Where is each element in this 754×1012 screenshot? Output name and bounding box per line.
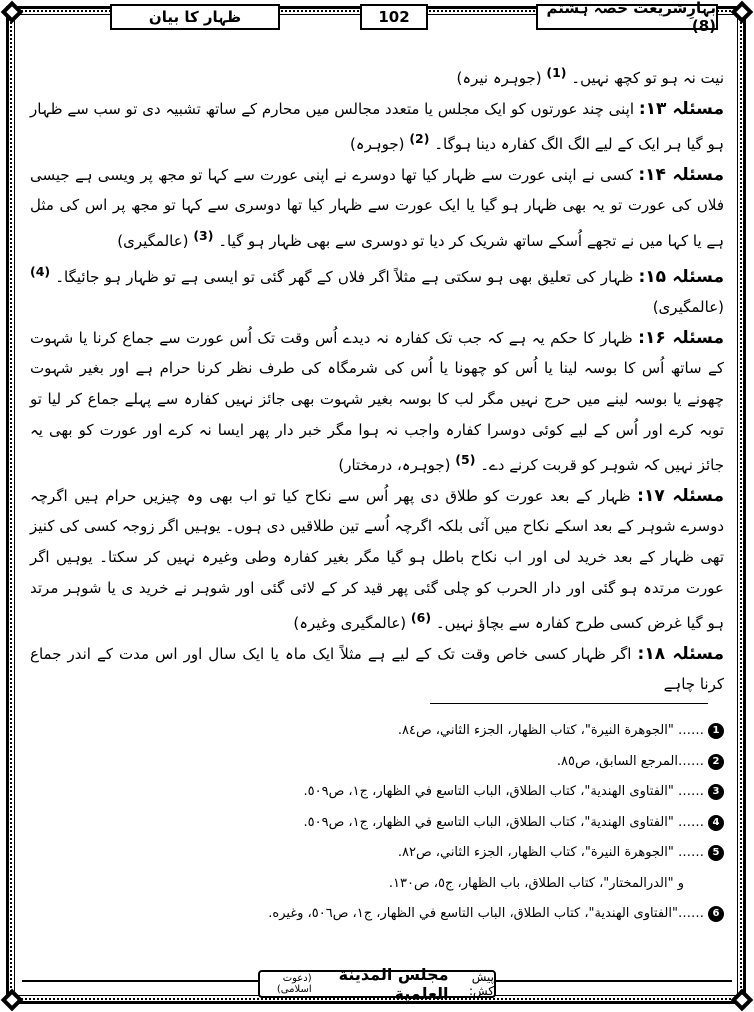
footnote-number-badge: 6 <box>708 906 724 922</box>
footnote-number-badge: 2 <box>708 754 724 770</box>
page-number: 102 <box>378 8 410 26</box>
paragraph <box>30 94 724 160</box>
source-citation: (عالمگیری) <box>117 231 189 250</box>
paragraph <box>30 481 724 639</box>
footnote-number-badge: 5 <box>708 845 724 861</box>
paragraph-text: اپنی چند عورتوں کو ایک مجلس یا متعدد مجالس میں محارم کے ساتھ تشبیہ دی تو سب سے ظہار ہو گیا ہر ایک کے لیے الگ الگ کفارہ دینا ہوگا۔ <box>30 99 724 154</box>
footnote-ref: (5) <box>455 452 476 468</box>
footnote-ref: (3) <box>193 227 214 243</box>
paragraph <box>30 323 724 481</box>
page-header <box>22 0 732 35</box>
footnote-divider <box>430 703 708 704</box>
masala-label: مسئلہ ۱۳: <box>638 98 725 119</box>
source-citation: (جوہرہ نیرہ) <box>456 69 542 87</box>
source-citation: (عالمگیری وغیرہ) <box>293 614 407 633</box>
publisher-sub: (دعوت اسلامی) <box>276 973 312 995</box>
paragraph-text: نیت نہ ہو تو کچھ نہیں۔ <box>571 69 724 87</box>
footnotes <box>40 716 724 930</box>
source-citation: (جوہرہ، درمختار) <box>338 456 451 475</box>
paragraph <box>30 160 724 257</box>
paragraph-text: ظہار کا حکم یہ ہے کہ جب تک کفارہ نہ دیدے اُس وقت تک اُس عورت سے جماع کرنا یا شہوت کے ساتھ اُس کا بوسہ لینا یا اُس کو چھونا یا اُس کی شرمگاہ کی طرف نظر کرنا حرام ہے اور بغیر شہوت چھونے یا بوسہ لینے میں حرج نہیں مگر لب کا بوسہ بغیر شہوت بھی جائز نہیں کفارہ سے پہلے جماع کر لیا تو توبہ کرے اور اُس کے لیے کوئی دوسرا کفارہ واجب نہ ہوا مگر خبر دار پھر ایسا نہ کرے اور عورت کو بھی یہ جائز نہیں کہ شوہر کو قربت کرنے دے۔ <box>30 328 724 475</box>
body-text <box>30 58 724 700</box>
masala-label: مسئلہ ۱۴: <box>638 164 724 185</box>
footnote <box>40 716 724 747</box>
footnote <box>40 838 724 869</box>
footnote-ref: (1) <box>546 65 567 80</box>
footnote-number-badge: 3 <box>708 784 724 800</box>
footnote-number-badge: 4 <box>708 815 724 831</box>
footnote-text: …… "الفتاوى الهندية"، كتاب الطلاق، الباب التاسع في الظهار، ج١، ص٥٠٩. <box>303 814 704 830</box>
chapter-title: ظہار کا بیان <box>148 8 242 26</box>
footer-prefix: پیش کش: <box>468 970 494 998</box>
masala-label: مسئلہ ۱۵: <box>638 266 724 287</box>
chapter-title-box <box>110 4 280 30</box>
footnote-ref: (2) <box>409 131 430 147</box>
footnote-text: …… "الفتاوى الهندية"، كتاب الطلاق، الباب التاسع في الظهار، ج١، ص٥٠٩. <box>303 784 704 800</box>
book-title: بہارِشریعت حصہ ہشتم (8) <box>546 0 716 35</box>
masala-label: مسئلہ ۱۷: <box>637 485 724 506</box>
masala-label: مسئلہ ۱۸: <box>637 643 724 664</box>
page-number-box <box>360 4 428 30</box>
paragraph-text: ظہار کے بعد عورت کو طلاق دی پھر اُس سے نکاح کیا تو اب بھی وہ چیزیں حرام ہیں اگرچہ دوسرے شوہر کے بعد اسکے نکاح میں آئی بلکہ اگرچہ اُسے تین طلاقیں دی ہوں۔ یوہیں اگر زوجہ کسی کی کنیز تھی ظہار کے بعد خرید لی اور اب نکاح باطل ہو گیا مگر بغیر کفارہ وطی وغیرہ نہیں کر سکتا۔ یوہیں اگر عورت مرتدہ ہو گئی اور دار الحرب کو چلی گئی پھر قید کر کے لائی گئی اور شوہر نے خرید ی یا شوہر مرتد ہو گیا غرض کسی طرح کفارہ سے بچاؤ نہیں۔ <box>30 486 724 633</box>
footnote-text: و "الدرالمختار"، كتاب الطلاق، باب الظهار، ج٥، ص١٣٠. <box>388 875 684 891</box>
footnote <box>40 747 724 778</box>
footnote-ref: (6) <box>410 610 432 626</box>
source-citation: (عالمگیری) <box>652 298 724 317</box>
paragraph-text: اگر ظہار کسی خاص وقت تک کے لیے ہے مثلاً ایک ماہ یا ایک سال اور اس مدت کے اندر جماع کرنا چاہے <box>30 644 724 694</box>
footnote <box>40 899 724 930</box>
masala-label: مسئلہ ۱۶: <box>638 327 724 348</box>
footnote <box>40 808 724 839</box>
footnote-number-badge: 1 <box>708 723 724 739</box>
footnote-text: …… "الجوهرة النيرة"، كتاب الظهار، الجزء الثاني، ص٨٢. <box>397 845 704 861</box>
book-title-box <box>536 0 718 35</box>
footnote-text: ……المرجع السابق، ص٨٥. <box>556 753 704 769</box>
paragraph-text: کسی نے اپنی عورت سے ظہار کیا تھا دوسرے نے اپنی عورت سے کہا تو مجھ پر ویسی ہے جیسی فلاں کی عورت تو یہ بھی ظہار ہو گیا یا ایک عورت سے ظہار کیا تھا دوسری سے کہا تو مجھ پر اس کی مثل ہے یا کہا میں نے تجھے اُسکے ساتھ شریک کر دیا تو دوسری سے بھی ظہار ہو گیا۔ <box>30 165 724 250</box>
footnote-text: ……"الفتاوى الهندية"، كتاب الطلاق، الباب التاسع في الظهار، ج١، ص٥٠٦، وغيره. <box>268 906 704 922</box>
publisher-footer <box>258 965 496 1003</box>
paragraph <box>30 639 724 700</box>
footnote <box>40 777 724 808</box>
paragraph-text: ظہار کی تعلیق بھی ہو سکتی ہے مثلاً اگر فلاں کے گھر گئی تو ایسی ہے تو ظہار ہو جائیگا۔ <box>55 267 634 286</box>
footnote-ref: (4) <box>30 263 51 279</box>
footnote-text: …… "الجوهرة النيرة"، كتاب الظهار، الجزء الثاني، ص٨٤. <box>397 723 704 739</box>
footnote-continuation <box>40 869 724 900</box>
source-citation: (جوہرہ) <box>349 135 405 154</box>
paragraph <box>30 257 724 323</box>
publisher-name: مجلس المدينة العلمية <box>338 965 449 1003</box>
paragraph <box>30 58 724 94</box>
